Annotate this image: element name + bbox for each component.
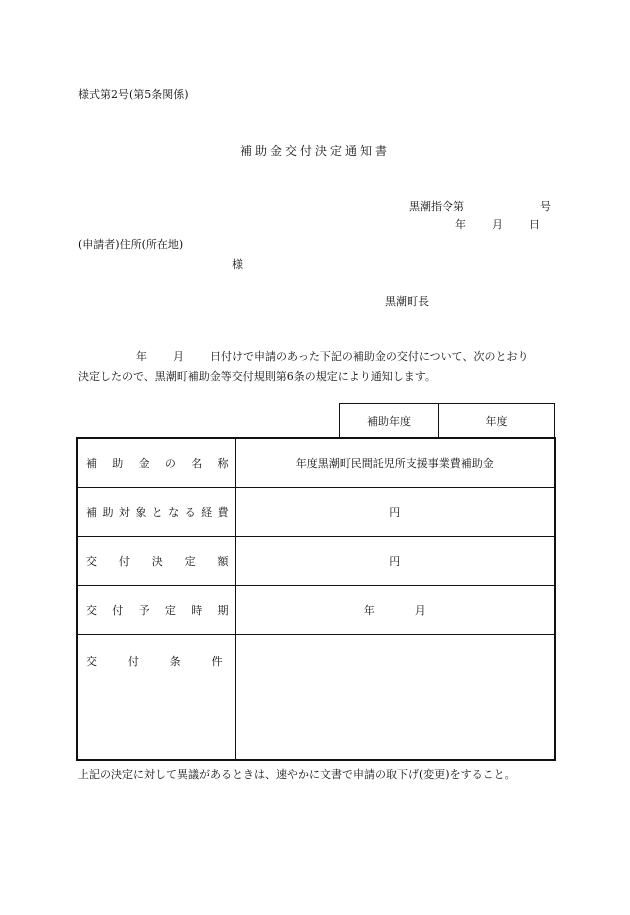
subsidy-year-box xyxy=(339,403,555,437)
row-label-char: 決 xyxy=(151,555,163,568)
row-label-char: 対 xyxy=(118,506,130,519)
row-label xyxy=(77,635,235,761)
table-row-subsidy-name xyxy=(77,438,555,488)
table-row-eligible-cost xyxy=(77,488,555,537)
row-label-char: 名 xyxy=(191,457,203,470)
row-label-char: の xyxy=(164,457,176,470)
issuer: 黒潮町長 xyxy=(385,295,429,308)
row-label-char: 象 xyxy=(135,506,147,519)
eligible-cost-value: 円 xyxy=(235,488,555,537)
row-label-char: 件 xyxy=(211,655,223,668)
row-label-char: と xyxy=(151,506,163,519)
row-label-char: 補 xyxy=(86,506,97,519)
row-label-char: 定 xyxy=(164,604,176,617)
body-line-1 xyxy=(136,348,528,364)
row-label-char: 額 xyxy=(217,555,229,568)
subsidy-name-value: 年度黒潮町民間託児所支援事業費補助金 xyxy=(235,438,555,488)
row-label xyxy=(77,537,235,586)
row-label-char: 付 xyxy=(127,655,139,668)
document-title: 補助金交付決定通知書 xyxy=(239,144,390,158)
row-label-char: 定 xyxy=(184,555,196,568)
row-label xyxy=(77,438,235,488)
applicant-label: (申請者)住所(所在地) xyxy=(78,238,184,251)
subsidy-year-value: 年度 xyxy=(485,414,508,428)
form-number: 様式第2号(第5条関係) xyxy=(78,88,189,101)
body-text-1: 日付けで申請のあった下記の補助金の交付について、次のとおり xyxy=(210,350,529,363)
row-label-char: 付 xyxy=(118,555,130,568)
subsidy-details-table xyxy=(76,437,556,761)
scheduled-date-value xyxy=(235,586,555,635)
body-line-2: 決定したので、黒潮町補助金等交付規則第6条の規定により通知します。 xyxy=(78,370,436,383)
body-year: 年 xyxy=(136,350,147,363)
row-label-char: 予 xyxy=(138,604,150,617)
row-label xyxy=(77,488,235,537)
date-day: 日 xyxy=(529,218,540,231)
row-label-char: 交 xyxy=(86,655,97,668)
row-label-char: 費 xyxy=(217,506,229,519)
date-year: 年 xyxy=(455,218,466,231)
date-month: 月 xyxy=(492,218,503,231)
conditions-value xyxy=(235,635,555,761)
table-row-conditions xyxy=(77,635,555,761)
row-label-char: 期 xyxy=(217,604,229,617)
row-label-char: 交 xyxy=(86,555,97,568)
row-label-char: 称 xyxy=(217,457,229,470)
table-row-scheduled-date xyxy=(77,586,555,635)
row-label-char: 付 xyxy=(112,604,124,617)
row-label-char: な xyxy=(168,506,180,519)
reference-suffix: 号 xyxy=(540,200,551,213)
scheduled-year: 年 xyxy=(363,604,375,617)
row-label-char: 交 xyxy=(86,604,97,617)
row-label-char: 時 xyxy=(191,604,203,617)
body-month: 月 xyxy=(173,350,184,363)
decided-amount-value: 円 xyxy=(235,537,555,586)
row-label-char: 助 xyxy=(102,506,114,519)
table-row-decided-amount xyxy=(77,537,555,586)
row-label-char: る xyxy=(184,506,196,519)
row-label-char: 条 xyxy=(169,655,181,668)
honorific: 様 xyxy=(232,258,243,271)
reference-prefix: 黒潮指令第 xyxy=(409,200,464,213)
row-label-char: 助 xyxy=(112,457,124,470)
row-label-char: 補 xyxy=(86,457,97,470)
footer-note: 上記の決定に対して異議があるときは、速やかに文書で申請の取下げ(変更)をすること。 xyxy=(78,768,516,781)
row-label xyxy=(77,586,235,635)
row-label-char: 経 xyxy=(201,506,213,519)
scheduled-month: 月 xyxy=(414,604,426,617)
row-label-char: 金 xyxy=(138,457,150,470)
subsidy-year-label: 補助年度 xyxy=(340,404,439,437)
